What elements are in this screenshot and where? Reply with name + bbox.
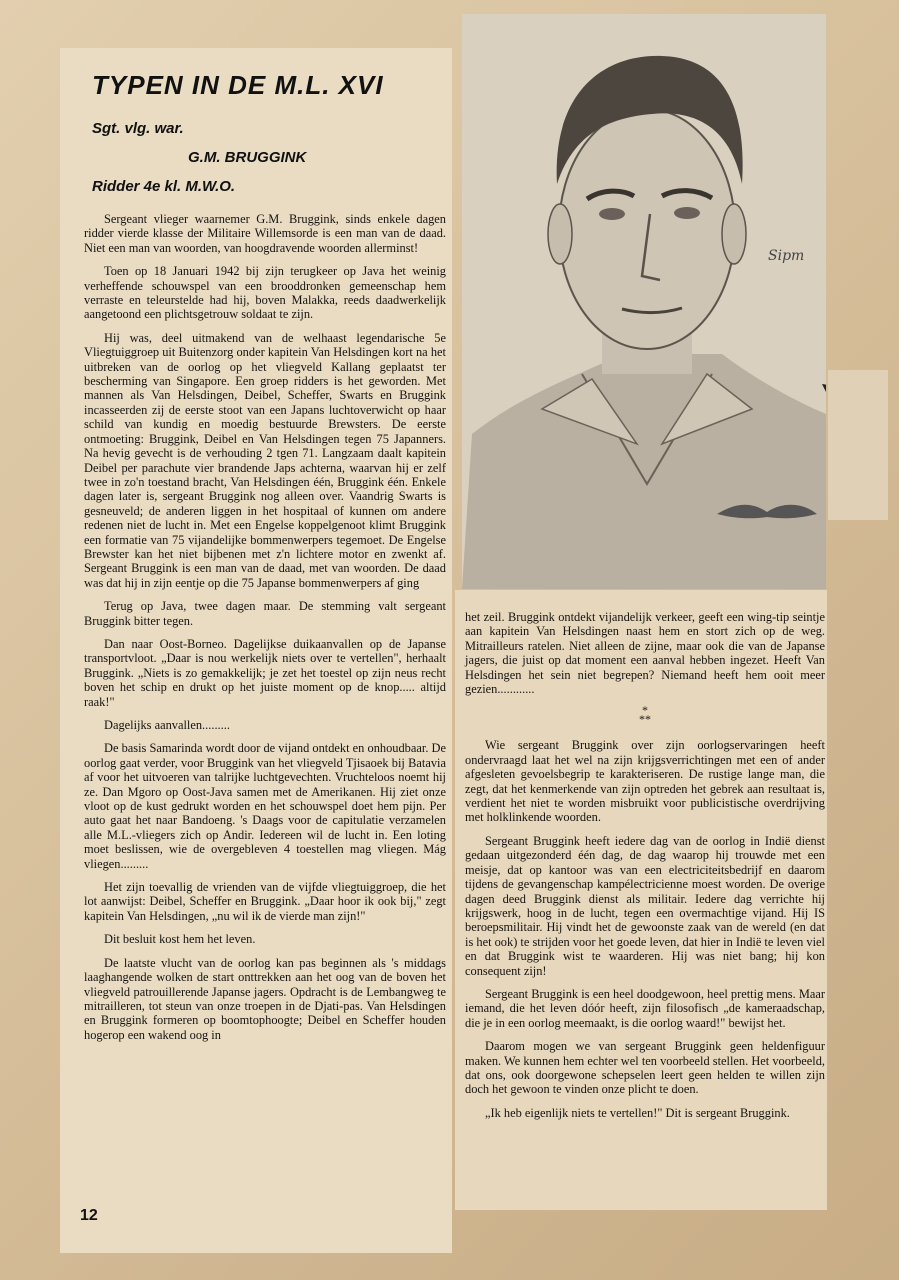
paragraph: Dit besluit kost hem het leven. bbox=[104, 932, 256, 947]
section-separator: * ** bbox=[639, 703, 651, 727]
decoration-line: Ridder 4e kl. M.W.O. bbox=[92, 178, 236, 195]
paragraph: Wie sergeant Bruggink over zijn oorlogservaringen heeft ondervraagd laat het wel na zijn krijgsverrichtingen met een of ander afgesleten gevoelsbegrip te karakteriseren. De rustige lange man, die zegt, dat het kenmerkende van zijn optreden het gebrek aan resultaat is, verdient het niet te worden misbruikt voor publicistische overdrijving met holklinkende woorden. bbox=[465, 738, 825, 825]
paragraph: Daarom mogen we van sergeant Bruggink geen heldenfiguur maken. We kunnen hem echter wel ten voorbeeld stellen. Het voorbeeld, dat ons, ook doorgewone schepselen leert geen helden te willen zijn doch het gewoon te vinden onze plicht te doen. bbox=[465, 1039, 825, 1097]
paragraph: De laatste vlucht van de oorlog kan pas beginnen als 's middags laaghangende wolken de start onttrekken aan het oog van de boven het vliegveld patrouillerende Japanse jagers. Opdracht is de Lembangweg te mitrailleren, tot steun van onze troepen in de Djati-pas. Van Helsdingen en Bruggink formeren op boomtophoogte; Deibel en Scheffer houden hogerop een wakend oog in bbox=[84, 955, 446, 1042]
paragraph: Dan naar Oost-Borneo. Dagelijkse duikaanvallen op de Japanse transportvloot. „Daar is nou werkelijk niets over te vertellen", herhaalt Bruggink. „Niets is zo gemakkelijk; je zet het toestel op zijn neus recht boven het schip en drukt op het juiste moment op de knop..... altijd raak!" bbox=[84, 636, 446, 709]
stamp-fragment bbox=[828, 370, 888, 520]
portrait-drawing bbox=[462, 14, 826, 589]
right-column-text bbox=[465, 610, 825, 1129]
paragraph: Toen op 18 Januari 1942 bij zijn terugkeer op Java het weinig verheffende schouwspel van een brooddronken gemeenschap hem verraste en teleurstelde had hij, boven Malakka, reeds daadwerkelijk aangetoond een plichtsgetrouw soldaat te zijn. bbox=[84, 264, 446, 322]
paragraph: „Ik heb eigenlijk niets te vertellen!" Dit is sergeant Bruggink. bbox=[485, 1105, 790, 1120]
paragraph: het zeil. Bruggink ontdekt vijandelijk verkeer, geeft een wing-tip seintje aan kapitein Van Helsdingen naast hem en stort zich op de weg. Mitrailleurs ratelen. Niet alleen de zijne, maar ook die van de Japanse jagers, die juist op dat moment een aanval hebben ingezet. Heeft Van Helsdingen het sein niet begrepen? Niemand heeft hem ooit meer gezien............ bbox=[465, 610, 825, 697]
paragraph: Sergeant vlieger waarnemer G.M. Bruggink, sinds enkele dagen ridder vierde klasse der Militaire Willemsorde is een man van de daad. Niet een man van woorden, van hoogdravende woorden allerminst! bbox=[84, 212, 446, 255]
paragraph: Dagelijks aanvallen......... bbox=[104, 718, 230, 732]
paragraph: De basis Samarinda wordt door de vijand ontdekt en onhoudbaar. De oorlog gaat verder, voor Bruggink van het vliegveld Tjisaoek bij Batavia af voor het uitvoeren van talrijke luchtgevechten. Vruchteloos noemt hij ze. Dan Mgoro op Oost-Java samen met de Amerikanen. Hij ziet onze vloot op de kust gedrukt worden en het schouwspel doet hem pijn. Per auto gaat het naar Bandoeng. 's Daags voor de capitulatie verzamelen alle M.L.-vliegers zich op Andir. Iedereen wil de lucht in. Een loting moet beslissen, wie de overgebleven 4 toestellen mag vliegen. Mág vliegen......... bbox=[84, 741, 446, 871]
article-title: TYPEN IN DE M.L. XVI bbox=[92, 70, 384, 100]
artist-signature: Sipm bbox=[768, 248, 805, 264]
rank-line: Sgt. vlg. war. bbox=[92, 120, 184, 137]
page-number: 12 bbox=[80, 1207, 98, 1224]
left-column-text bbox=[84, 212, 446, 1051]
paragraph: Hij was, deel uitmakend van de welhaast legendarische 5e Vliegtuiggroep uit Buitenzorg onder kapitein Van Helsdingen kort na het uitbreken van de oorlog op het vliegveld Kallang geplaatst ter bescherming van Singapore. Een groep ridders is het geworden. Met mannen als Van Helsdingen, Deibel, Scheffer, Swarts en Bruggink incasseerden zij de eerste stoot van een Japans luchtoverwicht op haar schild van kundig en moedig bestuurde Brewsters. De eerste ontmoeting: Bruggink, Deibel en Van Helsdingen tegen 75 Japanners. Na hevig gevecht is de verhouding 2 tgen 71. Langzaam daalt kapitein Deibel per parachute vier brandende Japs achterna, waarvan hij er zelf twee in zo'n toestand bracht, Van Helsdingen één, Bruggink één. Enkele dagen later is, sergeant Bruggink nog alleen over. Vaandrig Swarts is gesneuveld; de anderen liggen in het hospitaal of kunnen om andere redenen niet de lucht in. Met een Engelse koppelgenoot klimt Bruggink een formatie van 75 vijandelijke bommenwerpers tegemoet. De Engelse Brewster kan het niet bijbenen met z'n lichtere motor en zwenkt af. Sergeant Bruggink is een man van de daad, met van woorden. De daad was dat hij in zijn eentje op die 75 Japanse bommenwerpers af ging bbox=[84, 330, 446, 590]
paragraph: Het zijn toevallig de vrienden van de vijfde vliegtuiggroep, die het lot aanwijst: Deibel, Scheffer en Bruggink. „Daar hoor ik ook bij," zegt kapitein Van Helsdingen, „nu wil ik de vierde man zijn!" bbox=[84, 880, 446, 923]
paragraph: Sergeant Bruggink heeft iedere dag van de oorlog in Indië dienst gedaan uitgezonderd één dag, de dag waarop hij trouwde met een meisje, dat op kantoor was van een electriciteitsbedrijf en daarom tijdens de gevangenschap kampélectricienne moest worden. De overige dagen deed Bruggink dienst als militair. Iedere dag verrichte hij krijgswerk, hoog in de lucht, tegen een overmachtige vijand. Hij IS beroepsmilitair. Hij vindt het de gewoonste zaak van de wereld (en dat is het ook) te strijden voor het goede leven, dat hier in Indië te leven viel en dat Bruggink wist te waarderen. Hij was niet bang; hij kon consequent zijn! bbox=[465, 833, 825, 978]
paragraph: Terug op Java, twee dagen maar. De stemming valt sergeant Bruggink bitter tegen. bbox=[84, 599, 446, 628]
paragraph: Sergeant Bruggink is een heel doodgewoon, heel prettig mens. Maar iemand, die het leven dóór heeft, zijn filosofisch „de kameraadschap, die je in een oorlog meemaakt, is die oorlog waard!" bewijst het. bbox=[465, 986, 825, 1030]
person-name: G.M. BRUGGINK bbox=[188, 149, 307, 166]
portrait-sketch bbox=[462, 14, 826, 589]
